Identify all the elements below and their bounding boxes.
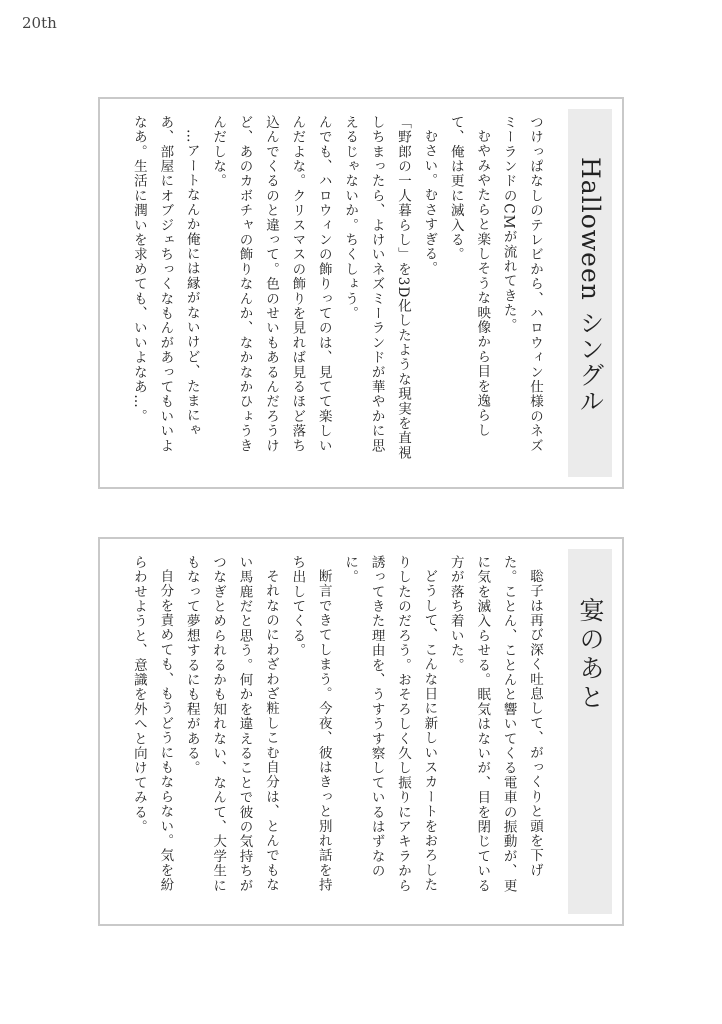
title-bar	[568, 549, 612, 914]
paragraph: 聡子は再び深く吐息して、がっくりと頭を下げた。ことん、ことんと響いてくる電車の振動が、更に気を滅入らせる。眠気はないが、目を閉じている方が落ち着いた。	[447, 555, 543, 894]
story-panel-halloween	[98, 97, 624, 489]
story-body	[126, 115, 549, 465]
paragraph: むやみやたらと楽しそうな映像から目を逸らして、俺は更に滅入る。	[447, 115, 491, 438]
paragraph: つけっぱなしのテレビから、ハロウィン仕様のネズミーランドのCMが流れてきた。	[500, 115, 543, 454]
page-number: 20th	[22, 14, 57, 32]
story-body	[126, 555, 549, 905]
story-title: Halloween シングル	[576, 157, 605, 414]
story-title: 宴のあと	[576, 597, 605, 713]
paragraph: 「野郎の一人暮らし」を3D化したような現実を直視しちまったら、よけいネズミーランドが華やかに思えるじゃないか。ちくしょう。	[342, 115, 411, 461]
title-bar	[568, 109, 612, 477]
paragraph: それなのにわざわざ粧しこむ自分は、とんでもない馬鹿だと思う。何かを違えることで彼の気持ちがつなぎとめられるかも知れない、なんて、大学生にもなって夢想するにも程がある。	[183, 555, 279, 894]
paragraph: どうして、こんな日に新しいスカートをおろしたりしたのだろう。おそろしく久し振りにアキラから誘ってきた理由を、うすうす察しているはずなのに。	[342, 555, 438, 894]
paragraph: …アートなんか俺には縁がないけど、たまにゃあ、部屋にオブジェちっくなもんがあってもいいよなあ。生活に潤いを求めても、いいよなあ…。	[130, 115, 200, 454]
story-panel-utage	[98, 537, 624, 926]
paragraph: んでも、ハロウィンの飾りってのは、見てて楽しいんだよな。クリスマスの飾りを見れば見るほど落ち込んでくるのと違って。色のせいもあるんだろうけど、あのカボチャの飾りなんか、なかなかひょうきんだしな。	[210, 115, 332, 454]
paragraph: 自分を責めても、もうどうにもならない。気を紛らわせようと、意識を外へと向けてみる。	[130, 555, 174, 892]
paragraph: むさい。むさすぎる。	[421, 128, 438, 276]
paragraph: 断言できてしまう。今夜、彼はきっと別れ話を持ち出してくる。	[289, 555, 332, 892]
